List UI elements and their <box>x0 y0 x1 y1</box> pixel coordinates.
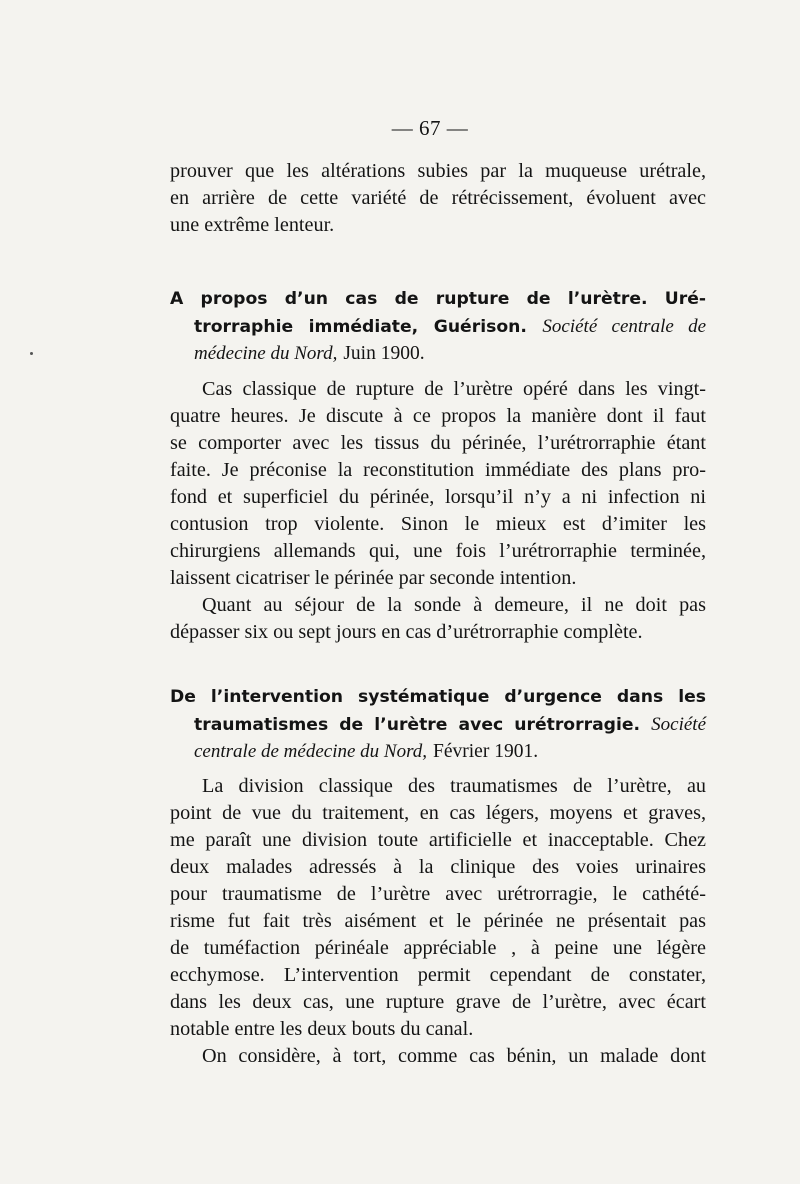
print-speck <box>30 352 33 355</box>
intro-paragraph <box>170 158 706 239</box>
text-line: de tuméfaction périnéale appréciable , à peine une légère <box>170 937 706 959</box>
text-line: point de vue du traitement, en cas légers, moyens et graves, <box>170 802 706 824</box>
text-line: risme fut fait très aisément et le périnée ne présentait pas <box>170 910 706 932</box>
section-2-heading <box>170 684 706 765</box>
heading-line <box>170 711 706 738</box>
text-line: une extrême lenteur. <box>170 214 335 236</box>
text-line: quatre heures. Je discute à ce propos la manière dont il faut <box>170 405 706 427</box>
heading-bold-text: traumatismes de l’urètre avec urétrorragie. <box>194 715 641 735</box>
text-line: prouver que les altérations subies par la muqueuse urétrale, <box>170 160 706 182</box>
section-1-body <box>170 376 706 646</box>
heading-line <box>170 313 706 340</box>
page-number: — 67 — <box>391 116 469 140</box>
text-line: en arrière de cette variété de rétrécissement, évoluent avec <box>170 187 706 209</box>
text-line: contusion trop violente. Sinon le mieux est d’imiter les <box>170 513 706 535</box>
heading-bold-text: trorraphie immédiate, Guérison. <box>194 317 527 337</box>
text-line: dans les deux cas, une rupture grave de l’urètre, avec écart <box>170 991 706 1013</box>
heading-italic-text: Société centrale de <box>542 316 706 337</box>
text-line: Quant au séjour de la sonde à demeure, il ne doit pas <box>202 594 706 616</box>
text-line: chirurgiens allemands qui, une fois l’urétrorraphie terminée, <box>170 540 706 562</box>
heading-italic-text: Société <box>651 714 707 735</box>
text-line: notable entre les deux bouts du canal. <box>170 1018 474 1040</box>
text-line: me paraît une division toute artificielle et inacceptable. Chez <box>170 829 706 851</box>
text-line: se comporter avec les tissus du périnée, l’urétrorraphie étant <box>170 432 706 454</box>
text-line: La division classique des traumatismes de l’urètre, au <box>202 775 706 797</box>
text-line: faite. Je préconise la reconstitution immédiate des plans pro- <box>170 459 706 481</box>
text-line: ecchymose. L’intervention permit cependant de constater, <box>170 964 706 986</box>
text-line: fond et superficiel du périnée, lorsqu’il n’y a ni infection ni <box>170 486 706 508</box>
heading-line <box>170 340 706 367</box>
heading-line: De l’intervention systématique d’urgence dans les <box>170 687 706 707</box>
heading-date: Février 1901. <box>433 741 539 762</box>
text-line: laissent cicatriser le périnée par seconde intention. <box>170 567 577 589</box>
heading-italic-text: médecine du Nord, <box>194 343 338 364</box>
text-line: dépasser six ou sept jours en cas d’urétrorraphie complète. <box>170 621 643 643</box>
heading-line <box>170 738 706 765</box>
text-line: Cas classique de rupture de l’urètre opéré dans les vingt- <box>202 378 706 400</box>
heading-line: A propos d’un cas de rupture de l’urètre. Uré- <box>170 289 706 309</box>
heading-italic-text: centrale de médecine du Nord, <box>194 741 428 762</box>
heading-date: Juin 1900. <box>343 343 425 364</box>
section-2-body <box>170 773 706 1070</box>
text-line: deux malades adressés à la clinique des voies urinaires <box>170 856 706 878</box>
text-line: On considère, à tort, comme cas bénin, un malade dont <box>202 1045 706 1067</box>
text-line: pour traumatisme de l’urètre avec urétrorragie, le cathété- <box>170 883 706 905</box>
section-1-heading <box>170 286 706 367</box>
